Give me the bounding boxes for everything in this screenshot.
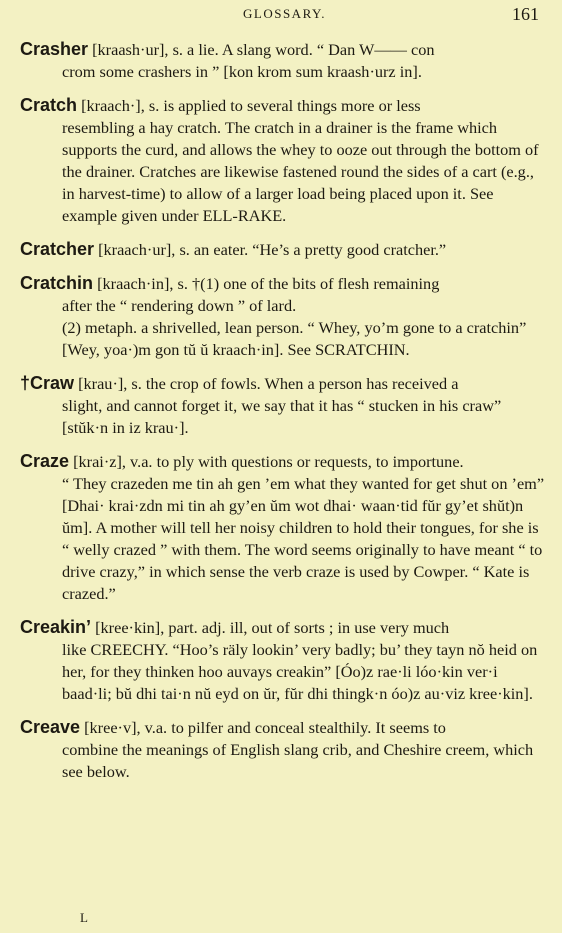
headword: Craze [20, 451, 70, 471]
headword: Creakin’ [20, 617, 92, 637]
headword: Cratchin [20, 273, 94, 293]
entry-body: “ They crazeden me tin ah gen ’em what they wanted for get shut on ’em” [Dhai· krai·zdn mi tin ah gy’en ŭm wot dhai· waan·tid fŭr gy’et shŭt)n ŭm]. A mother will tell her noisy children to hold their tongues, for she is “ welly crazed ” with them. The word seems originally to have meant “ to drive crazy,” in which sense the verb craze is used by Cowper. “ Kate is crazed.” [62, 474, 545, 603]
entry-body: slight, and cannot forget it, we say that it has “ stucken in his craw” [stŭk·n in iz krau·]. [62, 396, 502, 437]
headword: Cratcher [20, 239, 95, 259]
entry-first-line: [kree·v], v.a. to pilfer and conceal stealthily. It seems to [80, 718, 446, 737]
entry-first-line: [kree·kin], part. adj. ill, out of sorts ; in use very much [91, 618, 450, 637]
entry-craw [20, 372, 548, 439]
signature-mark: L [80, 910, 88, 925]
entry-body: like CREECHY. “Hoo’s räly lookin’ very badly; bu’ they tayn nŏ heid on her, for they thinken hoo auvays creakin” [Óo)z rae·li lóo·kin ver·i baad·li; bŭ dhi tai·n nŭ eyd on ŭr, fŭr dhi thingk·n óo)z au·viz kree·kin]. [62, 640, 538, 703]
entry-creakin [20, 616, 548, 705]
entry-creave [20, 716, 548, 783]
entry-body: after the “ rendering down ” of lard. [62, 296, 297, 315]
entry-body: combine the meanings of English slang crib, and Cheshire creem, which see below. [62, 740, 534, 781]
entry-sense-2: (2) metaph. a shrivelled, lean person. “ Whey, yo’m gone to a cratchin” [Wey, yoa·)m gon tŭ ŭ kraach·in]. See SCRATCHIN. [62, 318, 527, 359]
headword: Crasher [20, 39, 89, 59]
entry-body: resembling a hay cratch. The cratch in a drainer is the frame which supports the curd, and allows the whey to ooze out through the bottom of the drainer. Cratches are likewise fastened round the sides of a cart (e.g., in harvest-time) to allow of a larger load being placed upon it. See example given under ELL-RAKE. [62, 118, 539, 225]
entry-first-line: [krai·z], v.a. to ply with questions or requests, to importune. [69, 452, 464, 471]
entry-first-line: [kraash·ur], s. a lie. A slang word. “ Dan W—— con [88, 40, 435, 59]
headword: †Craw [20, 373, 75, 393]
page-header [0, 4, 562, 28]
entry-first-line: [krau·], s. the crop of fowls. When a person has received a [74, 374, 459, 393]
entry-craze [20, 450, 548, 605]
entry-first-line: [kraach·in], s. †(1) one of the bits of flesh remaining [93, 274, 440, 293]
headword: Creave [20, 717, 81, 737]
entry-cratcher [20, 238, 548, 261]
entry-body: crom some crashers in ” [kon krom sum kraash·urz in]. [62, 62, 422, 81]
entry-first-line: [kraach·ur], s. an eater. “He’s a pretty good cratcher.” [94, 240, 447, 259]
running-title: GLOSSARY. [243, 6, 326, 21]
entry-cratchin [20, 272, 548, 361]
page-number: 161 [512, 4, 539, 24]
entry-cratch [20, 94, 548, 227]
glossary-entries [20, 38, 548, 794]
entry-first-line: [kraach·], s. is applied to several things more or less [77, 96, 421, 115]
entry-crasher [20, 38, 548, 83]
headword: Cratch [20, 95, 78, 115]
